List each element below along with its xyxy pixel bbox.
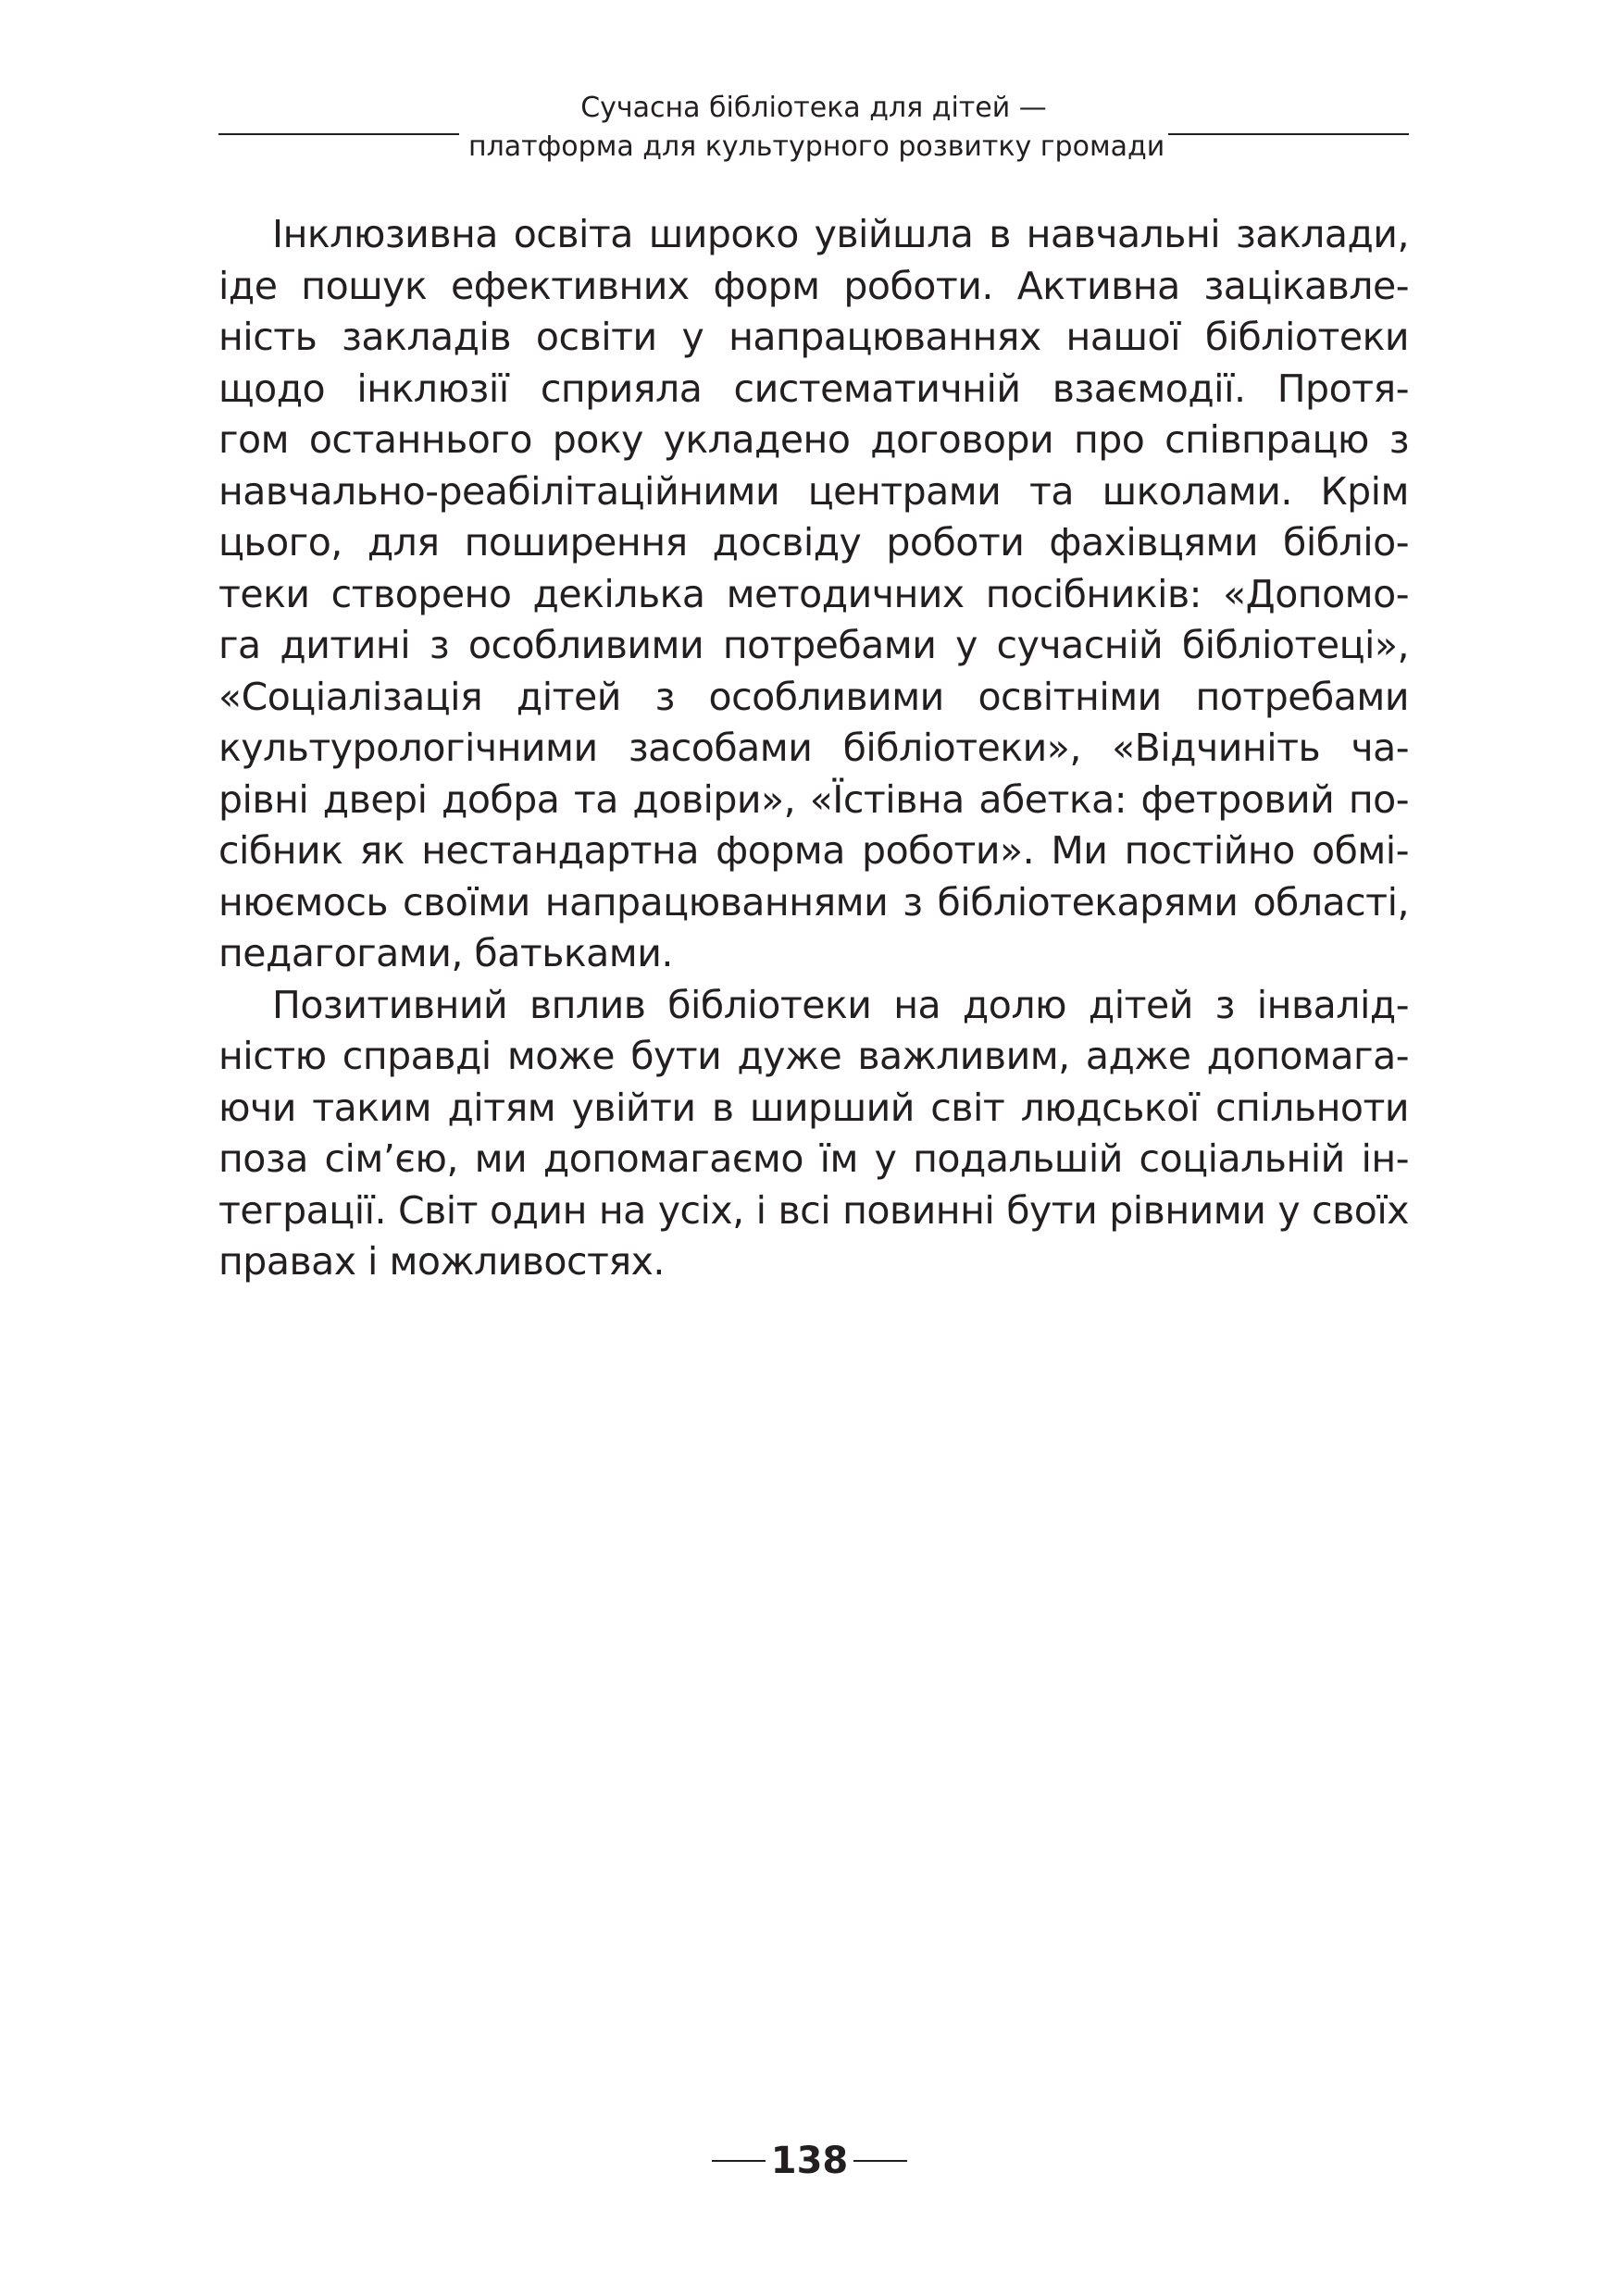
text-line: правах і можливостях. <box>218 1239 665 1284</box>
text-line: Позитивний вплив бібліотеки на долю дітей з інвалід- <box>272 982 1409 1027</box>
text-line: іде пошук ефективних форм роботи. Активна зацікавле- <box>218 263 1409 308</box>
text-line: педагогами, батьками. <box>218 931 673 975</box>
header-rule-right <box>1168 133 1409 135</box>
text-line: гом останнього року укладено договори про співпрацю з <box>218 417 1409 462</box>
text-line: нюємось своїми напрацюваннями з бібліотекарями області, <box>218 879 1409 925</box>
text-line: культурологічними засобами бібліотеки», «Відчиніть ча- <box>218 726 1409 770</box>
text-line: теки створено декілька методичних посібників: «Допомо- <box>218 571 1409 616</box>
text-line: навчально-реабілітаційними центрами та школами. Крім <box>218 468 1409 514</box>
text-line: теграції. Світ один на усіх, і всі повинні бути рівними у своїх <box>218 1187 1409 1233</box>
header-title-line-2: платформа для культурного розвитку громади <box>468 130 1165 163</box>
text-line: щодо інклюзії сприяла систематичній взаємодії. Протя- <box>218 366 1409 411</box>
page-footer <box>0 2138 1619 2184</box>
text-line: ність закладів освіти у напрацюваннях нашої бібліотеки <box>218 315 1409 359</box>
text-line: сібник як нестандартна форма роботи». Ми постійно обмі- <box>218 828 1409 873</box>
text-line: «Соціалізація дітей з особливими освітніми потребами <box>218 674 1409 719</box>
header-title <box>468 89 1165 167</box>
body-text <box>218 209 1409 1288</box>
text-line: ністю справді може бути дуже важливим, адже допомага- <box>218 1034 1409 1078</box>
text-line: га дитині з особливими потребами у сучасній бібліотеці», <box>218 623 1409 667</box>
text-line: поза сім’єю, ми допомагаємо їм у подальшій соціальній ін- <box>218 1136 1409 1181</box>
text-line: рівні двері добра та довіри», «Їстівна абетка: фетровий по- <box>218 776 1409 822</box>
footer-rule-left <box>712 2160 766 2162</box>
page-number-group <box>712 2138 908 2184</box>
footer-rule-right <box>853 2160 907 2162</box>
paragraph <box>218 209 1409 980</box>
header-rule-left <box>218 133 459 135</box>
running-header <box>218 89 1409 172</box>
page-number: 138 <box>770 2140 849 2182</box>
text-line: ючи таким дітям увійти в ширший світ людської спільноти <box>218 1085 1409 1130</box>
text-line: цього, для поширення досвіду роботи фахівцями бібліо- <box>218 520 1409 565</box>
text-line: Інклюзивна освіта широко увійшла в навчальні заклади, <box>272 212 1409 256</box>
header-title-line-1: Сучасна бібліотека для дітей — <box>580 92 1047 124</box>
paragraph <box>218 980 1409 1288</box>
